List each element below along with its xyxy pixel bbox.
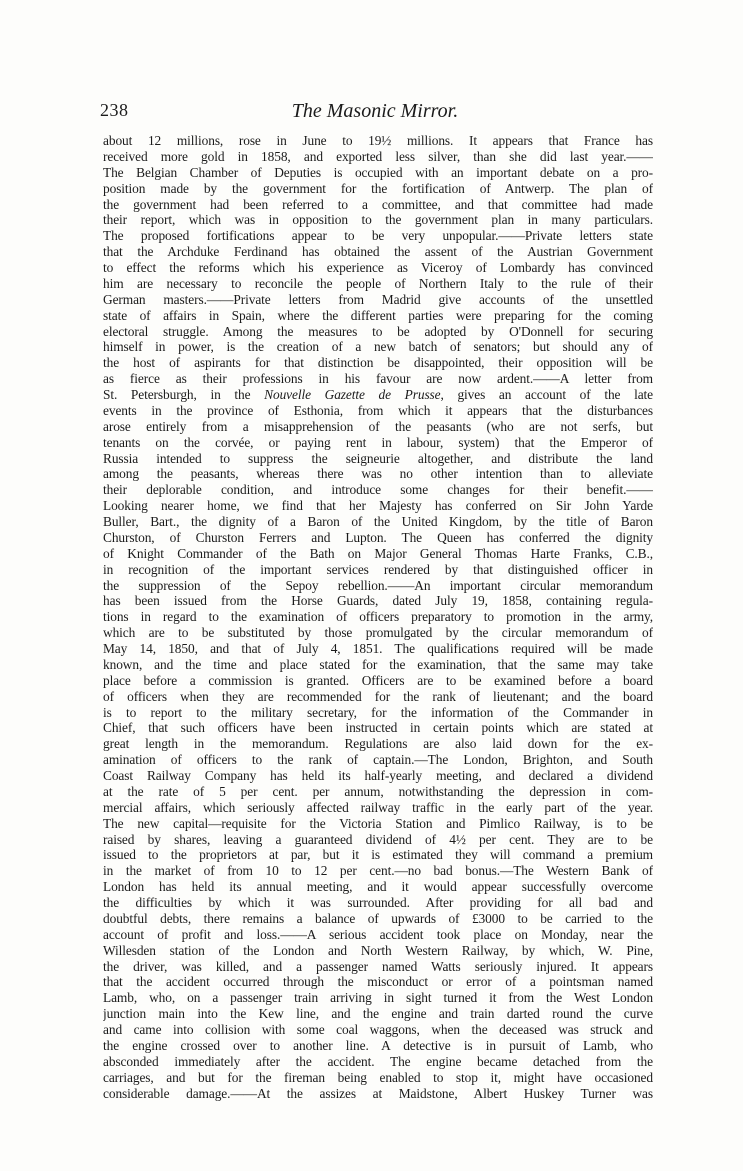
- text-line: the driver, was killed, and a passenger named Watts seriously injured. It appears: [103, 958, 653, 974]
- text-line: to effect the reforms which his experience as Viceroy of Lombardy has convinced: [103, 260, 653, 275]
- newspaper-title: Nouvelle Gazette de Prusse: [264, 387, 441, 402]
- text-line: absconded immediately after the accident. The engine became detached from the: [103, 1053, 653, 1069]
- text-line: Willesden station of the London and North Western Railway, by which, W. Pine,: [103, 942, 653, 958]
- text-line: position made by the government for the fortification of Antwerp. The plan of: [103, 180, 653, 196]
- text-line: Chief, that such officers have been instructed in certain points which are stated at: [103, 720, 653, 736]
- text-line: state of affairs in Spain, where the different parties were preparing for the coming: [103, 307, 653, 323]
- text-line: issued to the proprietors at par, but it is estimated they will command a premium: [103, 847, 653, 863]
- text-line: is to report to the military secretary, for the information of the Commander in: [103, 704, 653, 720]
- text-line: Buller, Bart., the dignity of a Baron of the United Kingdom, by the title of Baron: [103, 514, 653, 529]
- text-line: that the Archduke Ferdinand has obtained the assent of the Austrian Government: [103, 244, 653, 260]
- text-line: in the market of from 10 to 12 per cent.—no bad bonus.—The Western Bank of: [103, 863, 653, 879]
- text-line: the host of aspirants for that distinction be disappointed, their opposition will be: [103, 355, 653, 371]
- text-line: May 14, 1850, and that of July 4, 1851. The qualifications required will be made: [103, 641, 653, 656]
- body-text: [103, 133, 653, 1101]
- text-line: the government had been referred to a committee, and that committee had made: [103, 196, 653, 212]
- text-line: St. Petersburgh, in the Nouvelle Gazette de Prusse, gives an account of the late: [103, 387, 653, 402]
- text-line: raised by shares, leaving a guaranteed dividend of 4½ per cent. They are to be: [103, 831, 653, 847]
- text-line: among the peasants, whereas there was no other intention than to alleviate: [103, 466, 653, 482]
- text-line: has been issued from the Horse Guards, dated July 19, 1858, containing regula-: [103, 593, 653, 609]
- text-line: arose entirely from a misapprehension of the peasants (who are not serfs, but: [103, 418, 653, 434]
- text-line: doubtful debts, there remains a balance of upwards of £3000 to be carried to the: [103, 910, 653, 926]
- text-line: that the accident occurred through the misconduct or error of a pointsman named: [103, 974, 653, 990]
- text-line: in recognition of the important services rendered by that distinguished officer in: [103, 561, 653, 577]
- text-line: tenants on the corvée, or paying rent in labour, system) that the Emperor of: [103, 434, 653, 450]
- text-line: which are to be substituted by those promulgated by the circular memorandum of: [103, 625, 653, 641]
- text-line: him are necessary to reconcile the people of Northern Italy to the rule of their: [103, 275, 653, 291]
- text-line: considerable damage.——At the assizes at Maidstone, Albert Huskey Turner was: [103, 1085, 653, 1101]
- text-line: Churston, of Churston Ferrers and Lupton. The Queen has conferred the dignity: [103, 529, 653, 545]
- text-line: known, and the time and place stated for the examination, that the same may take: [103, 656, 653, 672]
- text-line: electoral struggle. Among the measures to be adopted by O'Donnell for securing: [103, 323, 653, 339]
- text-line: of officers when they are recommended for the rank of lieutenant; and the board: [103, 688, 653, 704]
- text-line: events in the province of Esthonia, from which it appears that the disturbances: [103, 402, 653, 418]
- text-line: Lamb, who, on a passenger train arriving in sight turned it from the West London: [103, 990, 653, 1006]
- text-line: great length in the memorandum. Regulations are also laid down for the ex-: [103, 736, 653, 752]
- text-line: The new capital—requisite for the Victoria Station and Pimlico Railway, is to be: [103, 815, 653, 831]
- text-line: and came into collision with some coal waggons, when the deceased was struck and: [103, 1022, 653, 1037]
- text-line: German masters.——Private letters from Madrid give accounts of the unsettled: [103, 291, 653, 307]
- page-header: [100, 100, 650, 124]
- text-line: Looking nearer home, we find that her Majesty has conferred on Sir John Yarde: [103, 498, 653, 514]
- running-title: The Masonic Mirror.: [291, 100, 459, 122]
- text-line: their deplorable condition, and introduce some changes for their benefit.——: [103, 482, 653, 498]
- text-line: the difficulties by which it was surrounded. After providing for all bad and: [103, 895, 653, 910]
- text-line: received more gold in 1858, and exported less silver, than she did last year.——: [103, 148, 653, 164]
- text-line: amination of officers to the rank of captain.—The London, Brighton, and South: [103, 752, 653, 768]
- text-line: as fierce as their professions in his favour are now ardent.——A letter from: [103, 371, 653, 387]
- text-line: about 12 millions, rose in June to 19½ millions. It appears that France has: [103, 133, 653, 148]
- text-line: tions in regard to the examination of officers preparatory to promotion in the army,: [103, 609, 653, 625]
- text-line: London has held its annual meeting, and it would appear successfully overcome: [103, 879, 653, 895]
- text-line: the suppression of the Sepoy rebellion.——An important circular memorandum: [103, 577, 653, 593]
- text-line: account of profit and loss.——A serious accident took place on Monday, near the: [103, 926, 653, 942]
- text-line: their report, which was in opposition to the government plan in many particulars.: [103, 212, 653, 228]
- text-line: at the rate of 5 per cent. per annum, notwithstanding the depression in com-: [103, 783, 653, 799]
- text-line: The proposed fortifications appear to be very unpopular.——Private letters state: [103, 228, 653, 244]
- text-line: of Knight Commander of the Bath on Major General Thomas Harte Franks, C.B.,: [103, 545, 653, 561]
- text-line: carriages, and but for the fireman being enabled to stop it, might have occasioned: [103, 1069, 653, 1085]
- page-number: 238: [100, 100, 129, 120]
- text-line: himself in power, is the creation of a new batch of senators; but should any of: [103, 339, 653, 355]
- text-line: The Belgian Chamber of Deputies is occupied with an important debate on a pro-: [103, 164, 653, 180]
- text-line: the engine crossed over to another line. A detective is in pursuit of Lamb, who: [103, 1037, 653, 1053]
- text-line: mercial affairs, which seriously affected railway traffic in the early part of the year.: [103, 799, 653, 815]
- text-line: Russia intended to suppress the seigneurie altogether, and distribute the land: [103, 450, 653, 466]
- text-line: Coast Railway Company has held its half-yearly meeting, and declared a dividend: [103, 768, 653, 783]
- text-line: junction main into the Kew line, and the engine and train darted round the curve: [103, 1006, 653, 1022]
- text-line: place before a commission is granted. Officers are to be examined before a board: [103, 672, 653, 688]
